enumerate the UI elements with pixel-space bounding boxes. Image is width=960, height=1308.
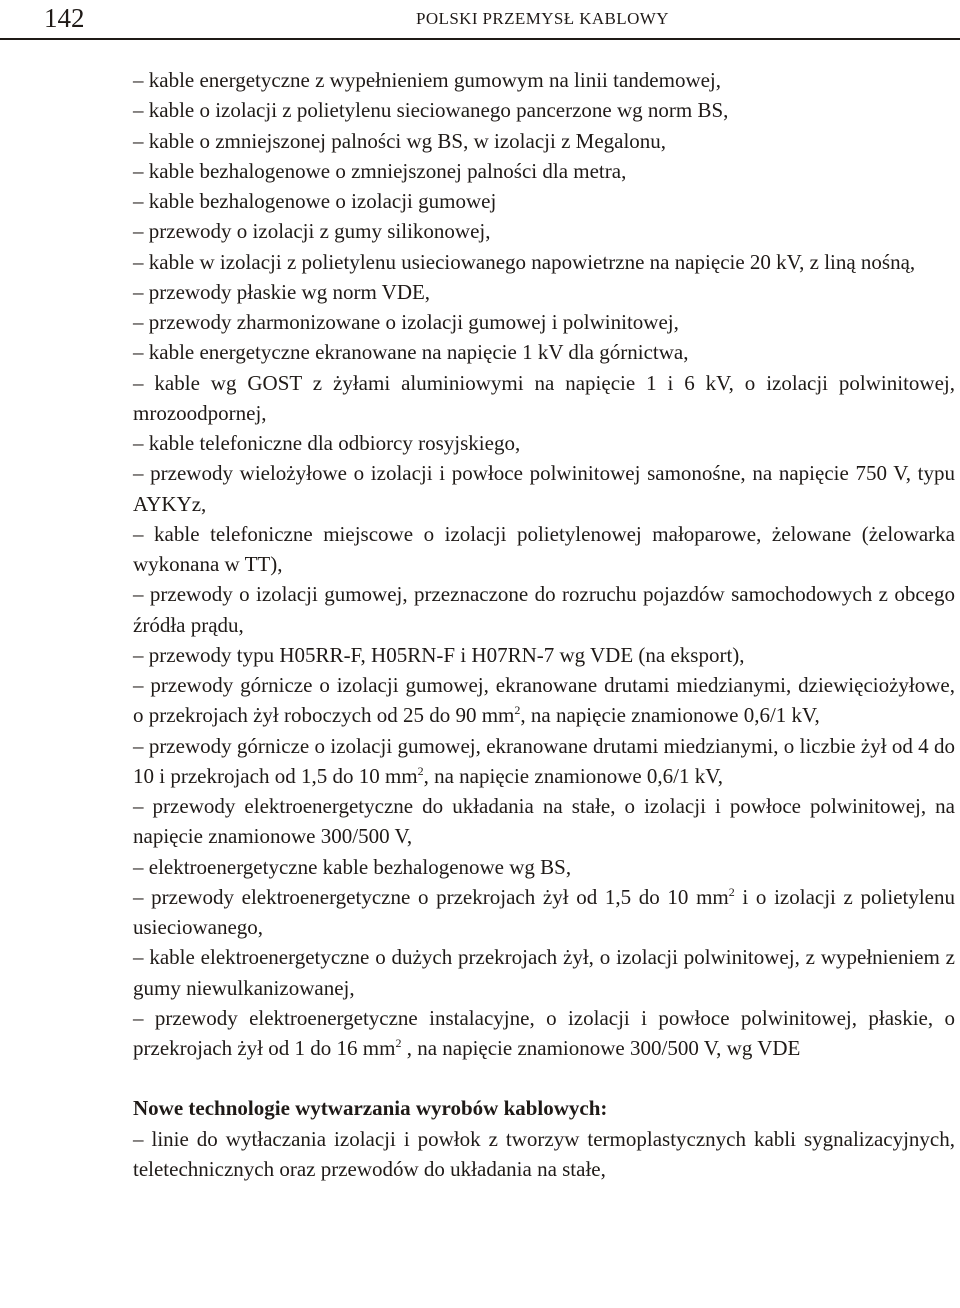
running-title: POLSKI PRZEMYSŁ KABLOWY xyxy=(416,9,669,28)
list-item: – przewody o izolacji z gumy silikonowej, xyxy=(133,219,491,244)
list-item: – kable wg GOST z żyłami aluminiowymi na napięcie 1 i 6 kV, o izolacji polwinitowej, mrozoodpornej, xyxy=(133,370,955,425)
product-list xyxy=(133,65,955,1063)
list-item-text: – przewody górnicze o izolacji gumowej, ekranowane drutami miedzianymi, o liczbie żył od 4 do 10 i przekrojach od 1,5 do 10 mm xyxy=(133,733,955,788)
page-body xyxy=(133,65,955,1184)
superscript: 2 xyxy=(728,884,735,899)
superscript: 2 xyxy=(417,763,424,778)
list-item: – przewody płaskie wg norm VDE, xyxy=(133,279,431,304)
list-item: – przewody elektroenergetyczne do układania na stałe, o izolacji i powłoce polwinitowej, na napięcie znamionowe 300/500 V, xyxy=(133,794,955,849)
list-item-text: , na napięcie znamionowe 0,6/1 kV, xyxy=(423,763,723,788)
list-item-text: – przewody górnicze o izolacji gumowej, ekranowane drutami miedzianymi, dziewięciożyłowe, o przekrojach żył roboczych od 25 do 90 mm xyxy=(133,673,955,728)
superscript: 2 xyxy=(514,703,521,718)
list-item: – kable energetyczne z wypełnieniem gumowym na linii tandemowej, xyxy=(133,68,722,92)
list-item xyxy=(133,1003,955,1064)
list-item: – przewody typu H05RR-F, H05RN-F i H07RN-7 wg VDE (na eksport), xyxy=(133,642,745,667)
list-item: – kable telefoniczne dla odbiorcy rosyjskiego, xyxy=(133,431,521,455)
list-item: – przewody wielożyłowe o izolacji i powłoce polwinitowej samonośne, na napięcie 750 V, typu AYKYz, xyxy=(133,461,955,516)
list-item xyxy=(133,882,955,943)
list-item: – kable telefoniczne miejscowe o izolacji polietylenowej małoparowe, żelowane (żelowarka wykonana w TT), xyxy=(133,521,955,576)
list-item: – kable o izolacji z polietylenu sieciowanego pancerzone wg norm BS, xyxy=(133,98,729,123)
list-item: – linie do wytłaczania izolacji i powłok z tworzyw termoplastycznych kabli sygnalizacyjnych, teletechnicznych oraz przewodów do układania na stałe, xyxy=(133,1126,955,1181)
section-heading: Nowe technologie wytwarzania wyrobów kablowych: xyxy=(133,1096,608,1121)
list-item: – przewody o izolacji gumowej, przeznaczone do rozruchu pojazdów samochodowych z obcego źródła prądu, xyxy=(133,582,955,637)
page-number: 142 xyxy=(44,3,85,33)
list-item-text: , na napięcie znamionowe 0,6/1 kV, xyxy=(520,703,820,728)
list-item-text: i o izolacji z polietylenu usieciowanego, xyxy=(133,884,956,939)
list-item xyxy=(133,670,955,731)
list-item: – przewody zharmonizowane o izolacji gumowej i polwinitowej, xyxy=(133,310,679,334)
list-item: – kable w izolacji z polietylenu usieciowanego napowietrzne na napięcie 20 kV, z liną nośną, xyxy=(133,249,916,274)
list-item: – elektroenergetyczne kable bezhalogenowe wg BS, xyxy=(133,854,572,879)
superscript: 2 xyxy=(395,1036,402,1050)
list-item: – kable bezhalogenowe o izolacji gumowej xyxy=(133,189,497,213)
page-header xyxy=(0,0,960,40)
technology-section xyxy=(133,1093,955,1184)
list-item: – kable bezhalogenowe o zmniejszonej palności dla metra, xyxy=(133,158,627,183)
list-item: – kable energetyczne ekranowane na napięcie 1 kV dla górnictwa, xyxy=(133,340,689,365)
list-item: – kable o zmniejszonej palności wg BS, w izolacji z Megalonu, xyxy=(133,128,667,153)
list-item: – kable elektroenergetyczne o dużych przekrojach żył, o izolacji polwinitowej, z wypełnieniem z gumy niewulkanizowanej, xyxy=(133,945,955,1000)
list-item-text: , na napięcie znamionowe 300/500 V, wg VDE xyxy=(401,1036,801,1060)
header-rule xyxy=(0,38,960,40)
list-item-text: – przewody elektroenergetyczne o przekrojach żył od 1,5 do 10 mm xyxy=(133,884,729,909)
list-item xyxy=(133,731,955,792)
list-item-text: – przewody elektroenergetyczne instalacyjne, o izolacji i powłoce polwinitowej, płaskie, o przekrojach żył od 1 do 16 mm xyxy=(133,1005,955,1060)
section-gap xyxy=(133,1063,955,1093)
